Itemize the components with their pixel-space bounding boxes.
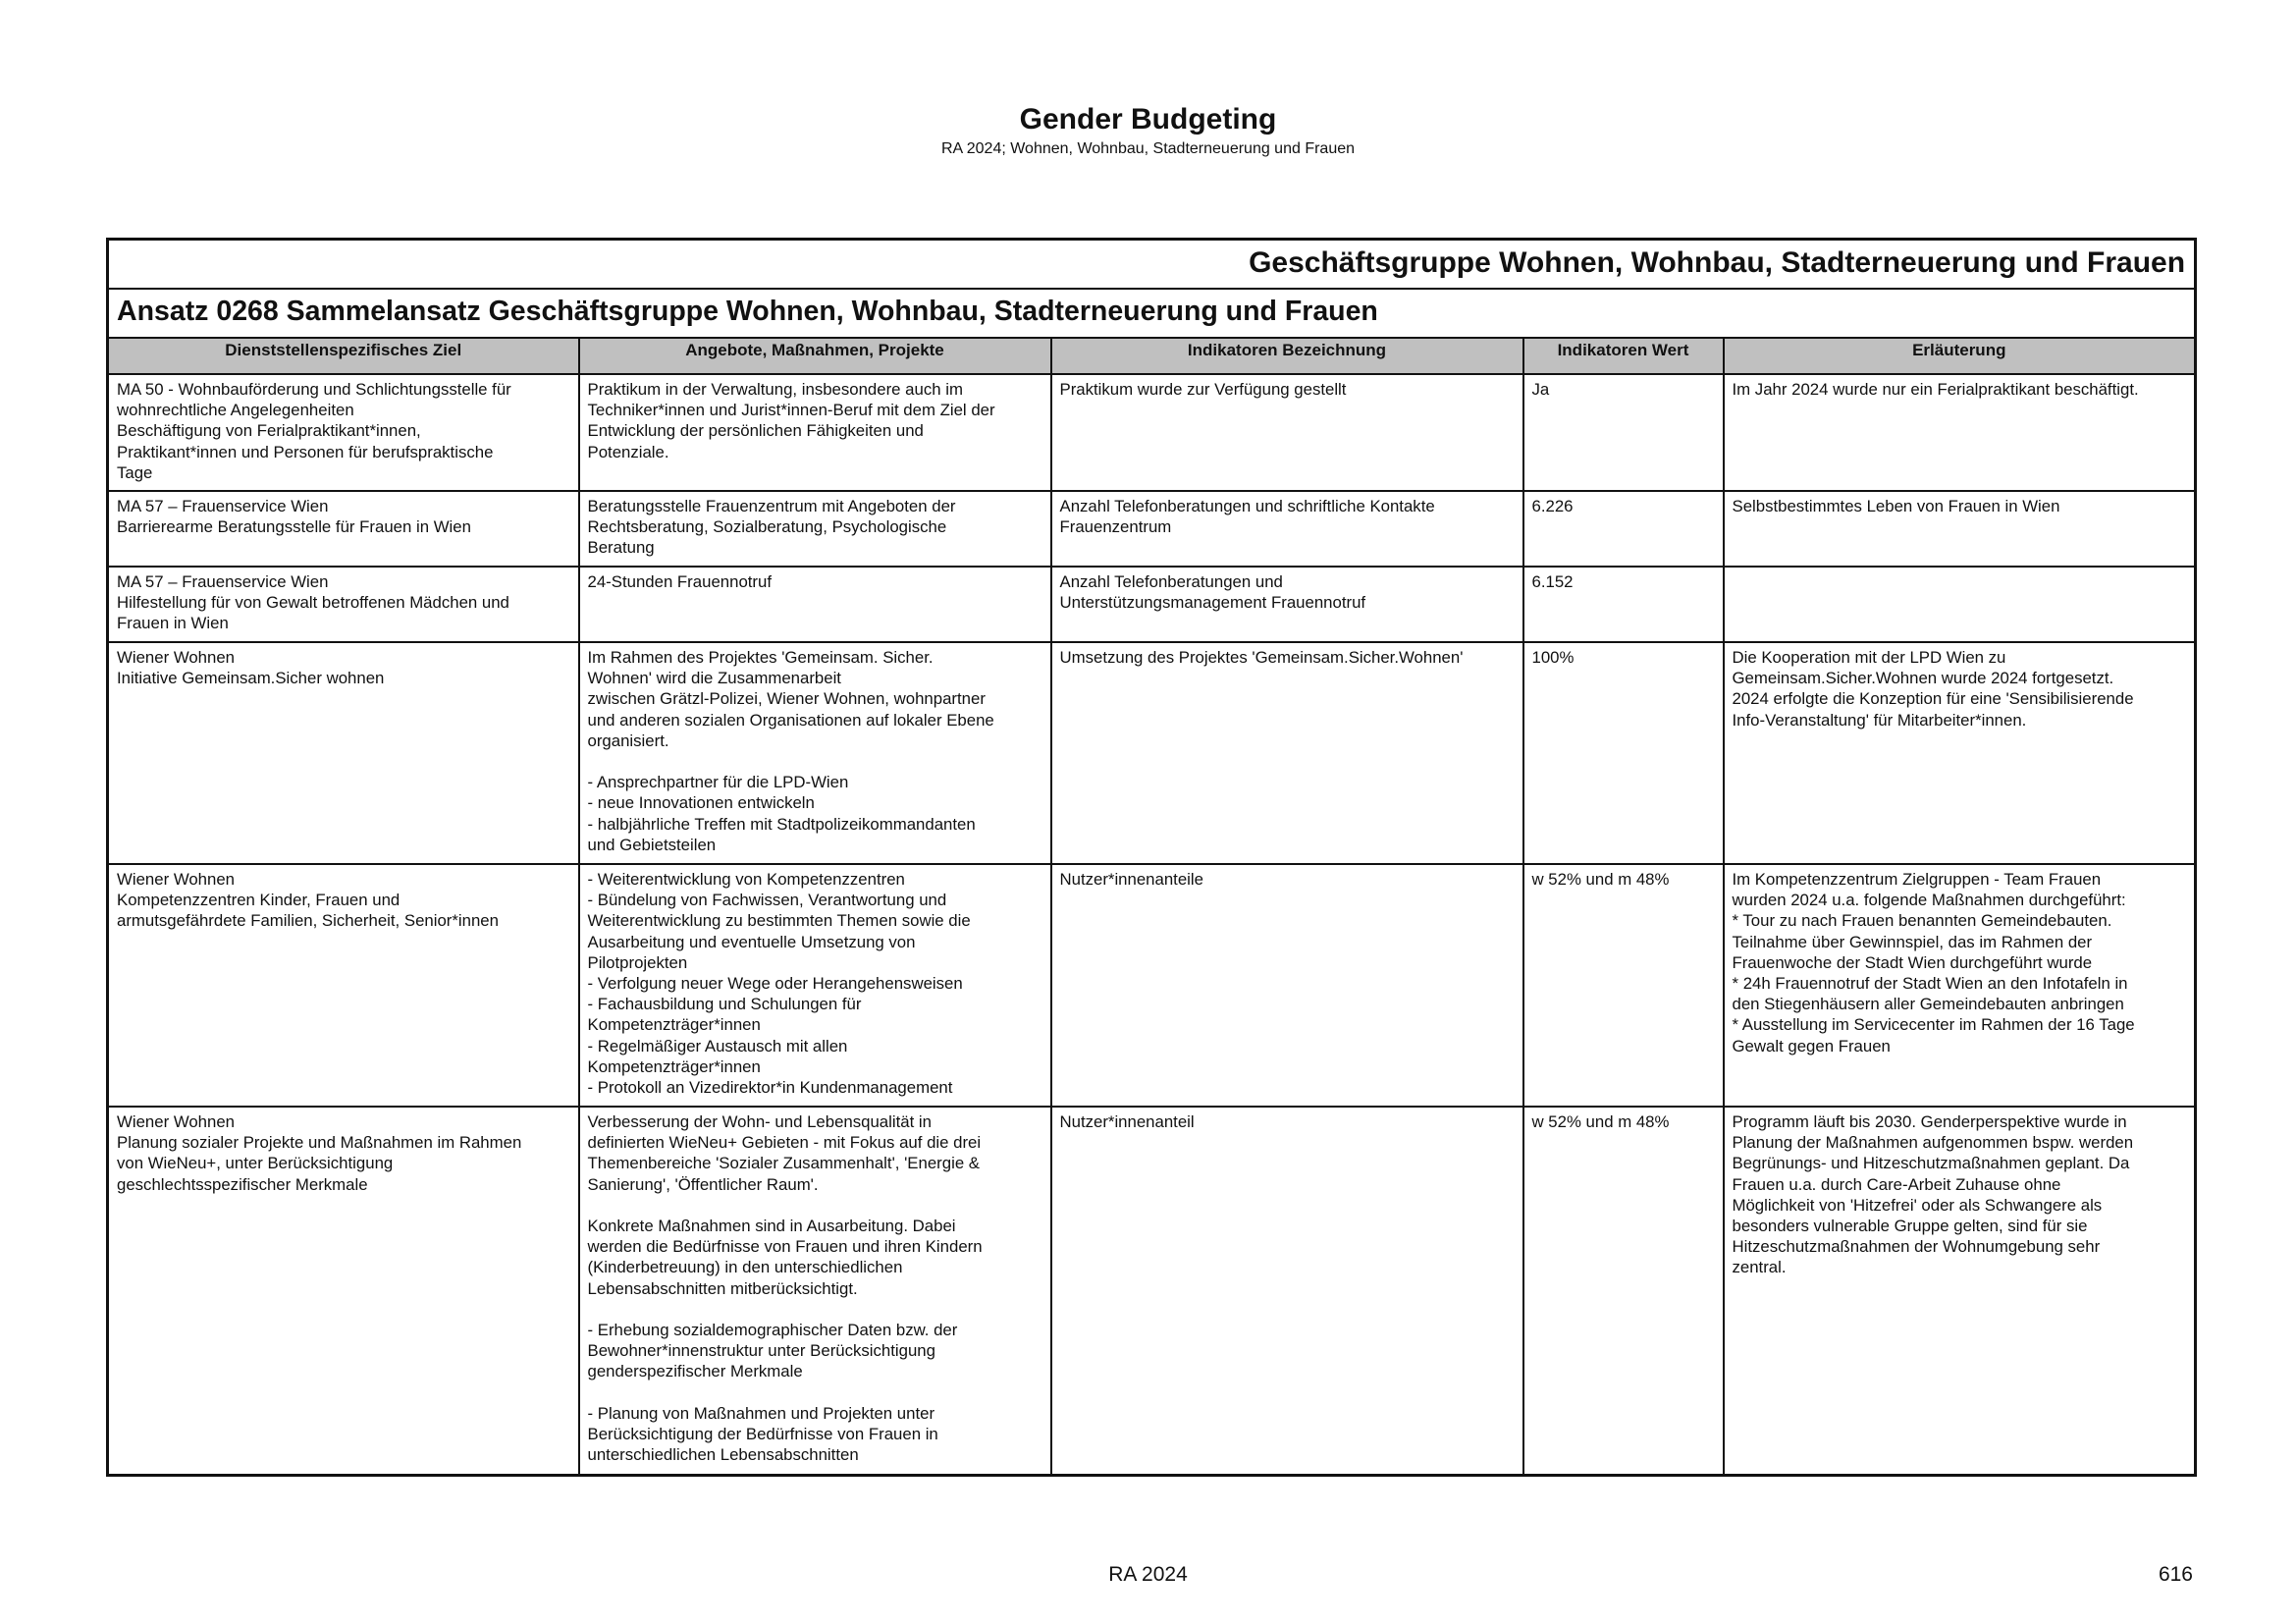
table-row (108, 374, 2196, 491)
cell-ziel: MA 57 – Frauenservice Wien Barrierearme Beratungsstelle für Frauen in Wien (108, 491, 579, 567)
cell-erlaeuterung: Im Kompetenzzentrum Zielgruppen - Team Frauen wurden 2024 u.a. folgende Maßnahmen durchgeführt: * Tour zu nach Frauen benannten Gemeindebauten. Teilnahme über Gewinnspiel, das im Rahmen der Frauenwoche der Stadt Wien durchgeführt wurde * 24h Frauennotruf der Stadt Wien an den Infotafeln in den Stiegenhäusern aller Gemeindebauten anbringen * Ausstellung im Servicecenter im Rahmen der 16 Tage Gewalt gegen Frauen (1724, 864, 2196, 1107)
cell-massnahmen: 24-Stunden Frauennotruf (579, 567, 1051, 642)
cell-massnahmen: Verbesserung der Wohn- und Lebensqualität in definierten WieNeu+ Gebieten - mit Fokus auf die drei Themenbereiche 'Sozialer Zusammenhalt', 'Energie & Sanierung', 'Öffentlicher Raum'. Konkrete Maßnahmen sind in Ausarbeitung. Dabei werden die Bedürfnisse von Frauen und ihren Kindern (Kinderbetreuung) in den unterschiedlichen Lebensabschnitten mitberücksichtigt. - Erhebung sozialdemographischer Daten bzw. der Bewohner*innenstruktur unter Berücksichtigung genderspezifischer Merkmale - Planung von Maßnahmen und Projekten unter Berücksichtigung der Bedürfnisse von Frauen in unterschiedlichen Lebensabschnitten (579, 1107, 1051, 1475)
column-header-massnahmen: Angebote, Maßnahmen, Projekte (579, 338, 1051, 374)
cell-indikator: Nutzer*innenanteile (1051, 864, 1523, 1107)
table-row (108, 491, 2196, 567)
column-header-erlaeuterung: Erläuterung (1724, 338, 2196, 374)
table-row (108, 1107, 2196, 1475)
cell-ziel: MA 50 - Wohnbauförderung und Schlichtungsstelle für wohnrechtliche Angelegenheiten Beschäftigung von Ferialpraktikant*innen, Praktikant*innen und Personen für berufspraktische Tage (108, 374, 579, 491)
cell-wert: w 52% und m 48% (1523, 1107, 1724, 1475)
footer-report-label: RA 2024 (1108, 1563, 1188, 1586)
cell-indikator: Anzahl Telefonberatungen und Unterstützungsmanagement Frauennotruf (1051, 567, 1523, 642)
cell-wert: w 52% und m 48% (1523, 864, 1724, 1107)
column-header-indikator-wert: Indikatoren Wert (1523, 338, 1724, 374)
table-row (108, 567, 2196, 642)
column-header-indikator-bezeichnung: Indikatoren Bezeichnung (1051, 338, 1523, 374)
cell-massnahmen: Beratungsstelle Frauenzentrum mit Angeboten der Rechtsberatung, Sozialberatung, Psychologische Beratung (579, 491, 1051, 567)
cell-wert: 6.226 (1523, 491, 1724, 567)
cell-erlaeuterung (1724, 567, 2196, 642)
cell-wert: 6.152 (1523, 567, 1724, 642)
cell-erlaeuterung: Selbstbestimmtes Leben von Frauen in Wien (1724, 491, 2196, 567)
ansatz-title: Ansatz 0268 Sammelansatz Geschäftsgruppe Wohnen, Wohnbau, Stadterneuerung und Frauen (108, 289, 2196, 338)
cell-wert: Ja (1523, 374, 1724, 491)
group-title: Geschäftsgruppe Wohnen, Wohnbau, Stadterneuerung und Frauen (108, 240, 2196, 290)
document-subtitle: RA 2024; Wohnen, Wohnbau, Stadterneuerung und Frauen (940, 140, 1356, 157)
cell-indikator: Umsetzung des Projektes 'Gemeinsam.Sicher.Wohnen' (1051, 642, 1523, 864)
group-title-row (108, 240, 2196, 290)
gender-budget-table (106, 238, 2197, 1477)
cell-indikator: Nutzer*innenanteil (1051, 1107, 1523, 1475)
cell-ziel: Wiener Wohnen Initiative Gemeinsam.Sicher wohnen (108, 642, 579, 864)
cell-massnahmen: Im Rahmen des Projektes 'Gemeinsam. Sicher. Wohnen' wird die Zusammenarbeit zwischen Grätzl-Polizei, Wiener Wohnen, wohnpartner und anderen sozialen Organisationen auf lokaler Ebene organisiert. - Ansprechpartner für die LPD-Wien - neue Innovationen entwickeln - halbjährliche Treffen mit Stadtpolizeikommandanten und Gebietsteilen (579, 642, 1051, 864)
page-number: 616 (2158, 1563, 2193, 1586)
cell-indikator: Anzahl Telefonberatungen und schriftliche Kontakte Frauenzentrum (1051, 491, 1523, 567)
cell-wert: 100% (1523, 642, 1724, 864)
cell-ziel: Wiener Wohnen Planung sozialer Projekte und Maßnahmen im Rahmen von WieNeu+, unter Berücksichtigung geschlechtsspezifischer Merkmale (108, 1107, 579, 1475)
column-header-ziel: Dienststellenspezifisches Ziel (108, 338, 579, 374)
cell-ziel: Wiener Wohnen Kompetenzzentren Kinder, Frauen und armutsgefährdete Familien, Sicherheit, Senior*innen (108, 864, 579, 1107)
cell-indikator: Praktikum wurde zur Verfügung gestellt (1051, 374, 1523, 491)
table-header-row (108, 338, 2196, 374)
table-row (108, 642, 2196, 864)
table-row (108, 864, 2196, 1107)
cell-massnahmen: Praktikum in der Verwaltung, insbesondere auch im Techniker*innen und Jurist*innen-Beruf mit dem Ziel der Entwicklung der persönlichen Fähigkeiten und Potenziale. (579, 374, 1051, 491)
cell-erlaeuterung: Programm läuft bis 2030. Genderperspektive wurde in Planung der Maßnahmen aufgenommen bspw. werden Begrünungs- und Hitzeschutzmaßnahmen geplant. Da Frauen u.a. durch Care-Arbeit Zuhause ohne Möglichkeit von 'Hitzefrei' oder als Schwangere als besonders vulnerable Gruppe gelten, sind für sie Hitzeschutzmaßnahmen der Wohnumgebung sehr zentral. (1724, 1107, 2196, 1475)
document-title: Gender Budgeting (1019, 103, 1277, 135)
ansatz-title-row (108, 289, 2196, 338)
cell-ziel: MA 57 – Frauenservice Wien Hilfestellung für von Gewalt betroffenen Mädchen und Frauen in Wien (108, 567, 579, 642)
cell-massnahmen: - Weiterentwicklung von Kompetenzzentren - Bündelung von Fachwissen, Verantwortung und Weiterentwicklung zu bestimmten Themen sowie die Ausarbeitung und eventuelle Umsetzung von Pilotprojekten - Verfolgung neuer Wege oder Herangehensweisen - Fachausbildung und Schulungen für Kompetenzträger*innen - Regelmäßiger Austausch mit allen Kompetenzträger*innen - Protokoll an Vizedirektor*in Kundenmanagement (579, 864, 1051, 1107)
cell-erlaeuterung: Im Jahr 2024 wurde nur ein Ferialpraktikant beschäftigt. (1724, 374, 2196, 491)
cell-erlaeuterung: Die Kooperation mit der LPD Wien zu Gemeinsam.Sicher.Wohnen wurde 2024 fortgesetzt. 2024 erfolgte die Konzeption für eine 'Sensibilisierende Info-Veranstaltung' für Mitarbeiter*innen. (1724, 642, 2196, 864)
